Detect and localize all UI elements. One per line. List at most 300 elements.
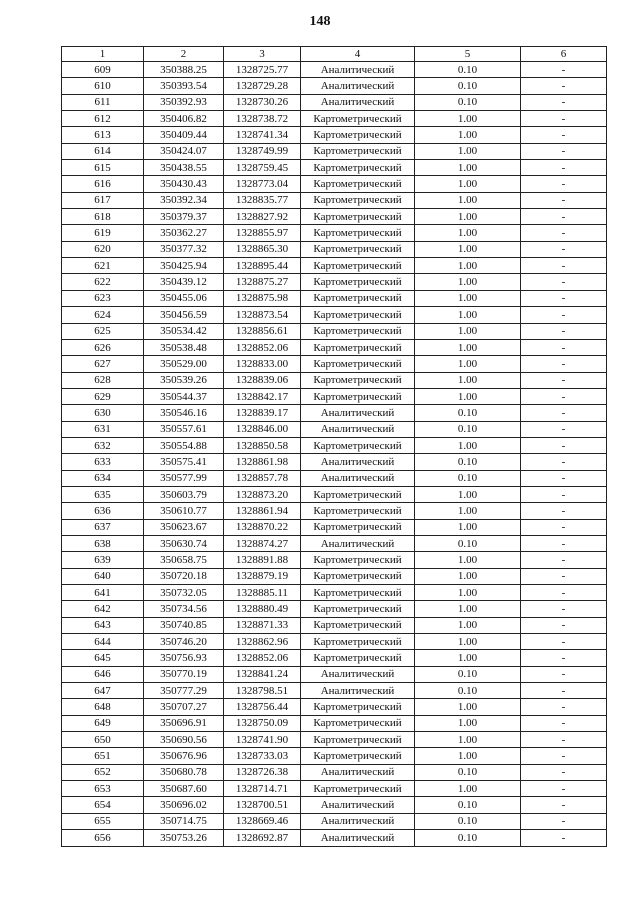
accuracy-cell: 0.10 xyxy=(415,94,521,110)
x-coordinate-cell: 350554.88 xyxy=(144,437,224,453)
method-cell: Аналитический xyxy=(301,470,415,486)
method-cell: Картометрический xyxy=(301,715,415,731)
table-row xyxy=(62,454,607,470)
method-cell: Картометрический xyxy=(301,176,415,192)
x-coordinate-cell: 350676.96 xyxy=(144,748,224,764)
note-cell: - xyxy=(521,192,607,208)
note-cell: - xyxy=(521,715,607,731)
x-coordinate-cell: 350630.74 xyxy=(144,535,224,551)
table-row xyxy=(62,290,607,306)
point-number-cell: 618 xyxy=(62,209,144,225)
note-cell: - xyxy=(521,781,607,797)
y-coordinate-cell: 1328874.27 xyxy=(224,535,301,551)
note-cell: - xyxy=(521,421,607,437)
table-row xyxy=(62,356,607,372)
accuracy-cell: 0.10 xyxy=(415,78,521,94)
x-coordinate-cell: 350610.77 xyxy=(144,503,224,519)
x-coordinate-cell: 350720.18 xyxy=(144,568,224,584)
x-coordinate-cell: 350439.12 xyxy=(144,274,224,290)
method-cell: Картометрический xyxy=(301,519,415,535)
method-cell: Картометрический xyxy=(301,258,415,274)
method-cell: Картометрический xyxy=(301,225,415,241)
method-cell: Аналитический xyxy=(301,94,415,110)
method-cell: Аналитический xyxy=(301,78,415,94)
x-coordinate-cell: 350544.37 xyxy=(144,388,224,404)
y-coordinate-cell: 1328891.88 xyxy=(224,552,301,568)
table-row xyxy=(62,797,607,813)
note-cell: - xyxy=(521,307,607,323)
x-coordinate-cell: 350392.34 xyxy=(144,192,224,208)
table-row xyxy=(62,192,607,208)
x-coordinate-cell: 350687.60 xyxy=(144,781,224,797)
method-cell: Картометрический xyxy=(301,356,415,372)
accuracy-cell: 1.00 xyxy=(415,307,521,323)
accuracy-cell: 1.00 xyxy=(415,634,521,650)
x-coordinate-cell: 350546.16 xyxy=(144,405,224,421)
y-coordinate-cell: 1328885.11 xyxy=(224,585,301,601)
y-coordinate-cell: 1328798.51 xyxy=(224,683,301,699)
x-coordinate-cell: 350538.48 xyxy=(144,339,224,355)
accuracy-cell: 0.10 xyxy=(415,454,521,470)
x-coordinate-cell: 350696.91 xyxy=(144,715,224,731)
accuracy-cell: 1.00 xyxy=(415,503,521,519)
accuracy-cell: 0.10 xyxy=(415,470,521,486)
x-coordinate-cell: 350377.32 xyxy=(144,241,224,257)
y-coordinate-cell: 1328749.99 xyxy=(224,143,301,159)
point-number-cell: 609 xyxy=(62,62,144,78)
method-cell: Картометрический xyxy=(301,503,415,519)
accuracy-cell: 1.00 xyxy=(415,290,521,306)
point-number-cell: 628 xyxy=(62,372,144,388)
table-row xyxy=(62,535,607,551)
accuracy-cell: 1.00 xyxy=(415,372,521,388)
accuracy-cell: 0.10 xyxy=(415,797,521,813)
point-number-cell: 610 xyxy=(62,78,144,94)
y-coordinate-cell: 1328773.04 xyxy=(224,176,301,192)
point-number-cell: 645 xyxy=(62,650,144,666)
y-coordinate-cell: 1328852.06 xyxy=(224,650,301,666)
accuracy-cell: 0.10 xyxy=(415,764,521,780)
accuracy-cell: 0.10 xyxy=(415,405,521,421)
note-cell: - xyxy=(521,470,607,486)
x-coordinate-cell: 350456.59 xyxy=(144,307,224,323)
column-header: 6 xyxy=(521,47,607,62)
note-cell: - xyxy=(521,437,607,453)
point-number-cell: 623 xyxy=(62,290,144,306)
x-coordinate-cell: 350529.00 xyxy=(144,356,224,372)
accuracy-cell: 1.00 xyxy=(415,781,521,797)
table-row xyxy=(62,552,607,568)
table-row xyxy=(62,274,607,290)
note-cell: - xyxy=(521,94,607,110)
note-cell: - xyxy=(521,486,607,502)
y-coordinate-cell: 1328873.54 xyxy=(224,307,301,323)
accuracy-cell: 0.10 xyxy=(415,683,521,699)
method-cell: Картометрический xyxy=(301,209,415,225)
y-coordinate-cell: 1328725.77 xyxy=(224,62,301,78)
table-row xyxy=(62,225,607,241)
point-number-cell: 649 xyxy=(62,715,144,731)
table-row xyxy=(62,258,607,274)
point-number-cell: 652 xyxy=(62,764,144,780)
accuracy-cell: 1.00 xyxy=(415,732,521,748)
point-number-cell: 644 xyxy=(62,634,144,650)
note-cell: - xyxy=(521,323,607,339)
y-coordinate-cell: 1328850.58 xyxy=(224,437,301,453)
note-cell: - xyxy=(521,732,607,748)
point-number-cell: 651 xyxy=(62,748,144,764)
note-cell: - xyxy=(521,764,607,780)
note-cell: - xyxy=(521,535,607,551)
point-number-cell: 639 xyxy=(62,552,144,568)
table-row xyxy=(62,699,607,715)
y-coordinate-cell: 1328875.27 xyxy=(224,274,301,290)
y-coordinate-cell: 1328861.98 xyxy=(224,454,301,470)
y-coordinate-cell: 1328842.17 xyxy=(224,388,301,404)
table-row xyxy=(62,683,607,699)
table-row xyxy=(62,437,607,453)
y-coordinate-cell: 1328839.06 xyxy=(224,372,301,388)
x-coordinate-cell: 350388.25 xyxy=(144,62,224,78)
y-coordinate-cell: 1328835.77 xyxy=(224,192,301,208)
x-coordinate-cell: 350740.85 xyxy=(144,617,224,633)
accuracy-cell: 0.10 xyxy=(415,666,521,682)
point-number-cell: 641 xyxy=(62,585,144,601)
note-cell: - xyxy=(521,176,607,192)
y-coordinate-cell: 1328862.96 xyxy=(224,634,301,650)
accuracy-cell: 1.00 xyxy=(415,274,521,290)
table-row xyxy=(62,111,607,127)
note-cell: - xyxy=(521,274,607,290)
point-number-cell: 613 xyxy=(62,127,144,143)
x-coordinate-cell: 350575.41 xyxy=(144,454,224,470)
point-number-cell: 624 xyxy=(62,307,144,323)
table-row xyxy=(62,601,607,617)
y-coordinate-cell: 1328846.00 xyxy=(224,421,301,437)
point-number-cell: 617 xyxy=(62,192,144,208)
y-coordinate-cell: 1328692.87 xyxy=(224,830,301,846)
accuracy-cell: 1.00 xyxy=(415,356,521,372)
accuracy-cell: 1.00 xyxy=(415,388,521,404)
method-cell: Картометрический xyxy=(301,143,415,159)
method-cell: Картометрический xyxy=(301,372,415,388)
y-coordinate-cell: 1328726.38 xyxy=(224,764,301,780)
point-number-cell: 614 xyxy=(62,143,144,159)
y-coordinate-cell: 1328833.00 xyxy=(224,356,301,372)
accuracy-cell: 1.00 xyxy=(415,699,521,715)
accuracy-cell: 1.00 xyxy=(415,617,521,633)
table-row xyxy=(62,617,607,633)
x-coordinate-cell: 350425.94 xyxy=(144,258,224,274)
x-coordinate-cell: 350393.54 xyxy=(144,78,224,94)
point-number-cell: 633 xyxy=(62,454,144,470)
method-cell: Картометрический xyxy=(301,290,415,306)
table-row xyxy=(62,748,607,764)
y-coordinate-cell: 1328700.51 xyxy=(224,797,301,813)
note-cell: - xyxy=(521,830,607,846)
table-row xyxy=(62,209,607,225)
x-coordinate-cell: 350746.20 xyxy=(144,634,224,650)
accuracy-cell: 0.10 xyxy=(415,813,521,829)
point-number-cell: 621 xyxy=(62,258,144,274)
note-cell: - xyxy=(521,666,607,682)
y-coordinate-cell: 1328879.19 xyxy=(224,568,301,584)
y-coordinate-cell: 1328870.22 xyxy=(224,519,301,535)
note-cell: - xyxy=(521,209,607,225)
y-coordinate-cell: 1328738.72 xyxy=(224,111,301,127)
method-cell: Картометрический xyxy=(301,388,415,404)
note-cell: - xyxy=(521,388,607,404)
note-cell: - xyxy=(521,683,607,699)
table-header-row xyxy=(62,47,607,62)
point-number-cell: 622 xyxy=(62,274,144,290)
x-coordinate-cell: 350658.75 xyxy=(144,552,224,568)
y-coordinate-cell: 1328827.92 xyxy=(224,209,301,225)
table-row xyxy=(62,470,607,486)
table-row xyxy=(62,421,607,437)
method-cell: Картометрический xyxy=(301,634,415,650)
x-coordinate-cell: 350623.67 xyxy=(144,519,224,535)
table-row xyxy=(62,519,607,535)
y-coordinate-cell: 1328733.03 xyxy=(224,748,301,764)
method-cell: Аналитический xyxy=(301,405,415,421)
accuracy-cell: 1.00 xyxy=(415,241,521,257)
x-coordinate-cell: 350577.99 xyxy=(144,470,224,486)
method-cell: Картометрический xyxy=(301,781,415,797)
accuracy-cell: 1.00 xyxy=(415,748,521,764)
point-number-cell: 619 xyxy=(62,225,144,241)
accuracy-cell: 1.00 xyxy=(415,585,521,601)
note-cell: - xyxy=(521,813,607,829)
accuracy-cell: 1.00 xyxy=(415,601,521,617)
accuracy-cell: 0.10 xyxy=(415,830,521,846)
method-cell: Картометрический xyxy=(301,552,415,568)
method-cell: Картометрический xyxy=(301,650,415,666)
note-cell: - xyxy=(521,78,607,94)
accuracy-cell: 1.00 xyxy=(415,176,521,192)
table-row xyxy=(62,241,607,257)
table-row xyxy=(62,307,607,323)
point-number-cell: 635 xyxy=(62,486,144,502)
x-coordinate-cell: 350379.37 xyxy=(144,209,224,225)
method-cell: Картометрический xyxy=(301,732,415,748)
column-header: 3 xyxy=(224,47,301,62)
note-cell: - xyxy=(521,634,607,650)
accuracy-cell: 1.00 xyxy=(415,519,521,535)
method-cell: Аналитический xyxy=(301,764,415,780)
method-cell: Картометрический xyxy=(301,160,415,176)
x-coordinate-cell: 350409.44 xyxy=(144,127,224,143)
note-cell: - xyxy=(521,356,607,372)
point-number-cell: 625 xyxy=(62,323,144,339)
note-cell: - xyxy=(521,650,607,666)
point-number-cell: 647 xyxy=(62,683,144,699)
point-number-cell: 646 xyxy=(62,666,144,682)
method-cell: Аналитический xyxy=(301,535,415,551)
table-row xyxy=(62,143,607,159)
point-number-cell: 620 xyxy=(62,241,144,257)
method-cell: Аналитический xyxy=(301,830,415,846)
point-number-cell: 655 xyxy=(62,813,144,829)
note-cell: - xyxy=(521,601,607,617)
x-coordinate-cell: 350734.56 xyxy=(144,601,224,617)
accuracy-cell: 1.00 xyxy=(415,127,521,143)
accuracy-cell: 1.00 xyxy=(415,650,521,666)
accuracy-cell: 1.00 xyxy=(415,568,521,584)
y-coordinate-cell: 1328741.90 xyxy=(224,732,301,748)
accuracy-cell: 1.00 xyxy=(415,209,521,225)
point-number-cell: 637 xyxy=(62,519,144,535)
method-cell: Аналитический xyxy=(301,454,415,470)
method-cell: Картометрический xyxy=(301,323,415,339)
note-cell: - xyxy=(521,225,607,241)
method-cell: Картометрический xyxy=(301,748,415,764)
note-cell: - xyxy=(521,290,607,306)
accuracy-cell: 1.00 xyxy=(415,160,521,176)
point-number-cell: 640 xyxy=(62,568,144,584)
y-coordinate-cell: 1328875.98 xyxy=(224,290,301,306)
x-coordinate-cell: 350714.75 xyxy=(144,813,224,829)
note-cell: - xyxy=(521,699,607,715)
table-row xyxy=(62,781,607,797)
method-cell: Аналитический xyxy=(301,666,415,682)
table-row xyxy=(62,405,607,421)
table-row xyxy=(62,715,607,731)
method-cell: Картометрический xyxy=(301,585,415,601)
point-number-cell: 654 xyxy=(62,797,144,813)
point-number-cell: 611 xyxy=(62,94,144,110)
note-cell: - xyxy=(521,503,607,519)
table-row xyxy=(62,503,607,519)
table-row xyxy=(62,486,607,502)
accuracy-cell: 1.00 xyxy=(415,323,521,339)
column-header: 4 xyxy=(301,47,415,62)
accuracy-cell: 1.00 xyxy=(415,258,521,274)
point-number-cell: 643 xyxy=(62,617,144,633)
x-coordinate-cell: 350770.19 xyxy=(144,666,224,682)
y-coordinate-cell: 1328871.33 xyxy=(224,617,301,633)
x-coordinate-cell: 350406.82 xyxy=(144,111,224,127)
note-cell: - xyxy=(521,617,607,633)
method-cell: Картометрический xyxy=(301,699,415,715)
note-cell: - xyxy=(521,339,607,355)
table-row xyxy=(62,78,607,94)
note-cell: - xyxy=(521,405,607,421)
point-number-cell: 656 xyxy=(62,830,144,846)
y-coordinate-cell: 1328730.26 xyxy=(224,94,301,110)
note-cell: - xyxy=(521,258,607,274)
note-cell: - xyxy=(521,568,607,584)
coordinates-table xyxy=(61,46,607,847)
x-coordinate-cell: 350424.07 xyxy=(144,143,224,159)
x-coordinate-cell: 350455.06 xyxy=(144,290,224,306)
point-number-cell: 615 xyxy=(62,160,144,176)
method-cell: Аналитический xyxy=(301,62,415,78)
y-coordinate-cell: 1328714.71 xyxy=(224,781,301,797)
table-row xyxy=(62,650,607,666)
x-coordinate-cell: 350753.26 xyxy=(144,830,224,846)
accuracy-cell: 1.00 xyxy=(415,437,521,453)
point-number-cell: 634 xyxy=(62,470,144,486)
method-cell: Картометрический xyxy=(301,307,415,323)
y-coordinate-cell: 1328750.09 xyxy=(224,715,301,731)
page-number: 148 xyxy=(309,14,331,29)
table-row xyxy=(62,568,607,584)
y-coordinate-cell: 1328855.97 xyxy=(224,225,301,241)
y-coordinate-cell: 1328880.49 xyxy=(224,601,301,617)
point-number-cell: 612 xyxy=(62,111,144,127)
y-coordinate-cell: 1328895.44 xyxy=(224,258,301,274)
note-cell: - xyxy=(521,62,607,78)
table-row xyxy=(62,830,607,846)
note-cell: - xyxy=(521,111,607,127)
method-cell: Картометрический xyxy=(301,486,415,502)
note-cell: - xyxy=(521,748,607,764)
table-row xyxy=(62,732,607,748)
accuracy-cell: 1.00 xyxy=(415,715,521,731)
x-coordinate-cell: 350534.42 xyxy=(144,323,224,339)
point-number-cell: 616 xyxy=(62,176,144,192)
point-number-cell: 626 xyxy=(62,339,144,355)
x-coordinate-cell: 350438.55 xyxy=(144,160,224,176)
note-cell: - xyxy=(521,143,607,159)
y-coordinate-cell: 1328756.44 xyxy=(224,699,301,715)
accuracy-cell: 0.10 xyxy=(415,62,521,78)
note-cell: - xyxy=(521,585,607,601)
method-cell: Картометрический xyxy=(301,192,415,208)
accuracy-cell: 0.10 xyxy=(415,535,521,551)
accuracy-cell: 1.00 xyxy=(415,339,521,355)
point-number-cell: 632 xyxy=(62,437,144,453)
y-coordinate-cell: 1328861.94 xyxy=(224,503,301,519)
point-number-cell: 642 xyxy=(62,601,144,617)
accuracy-cell: 1.00 xyxy=(415,111,521,127)
method-cell: Аналитический xyxy=(301,813,415,829)
table-row xyxy=(62,764,607,780)
x-coordinate-cell: 350392.93 xyxy=(144,94,224,110)
method-cell: Аналитический xyxy=(301,797,415,813)
x-coordinate-cell: 350696.02 xyxy=(144,797,224,813)
y-coordinate-cell: 1328759.45 xyxy=(224,160,301,176)
note-cell: - xyxy=(521,160,607,176)
accuracy-cell: 1.00 xyxy=(415,486,521,502)
method-cell: Аналитический xyxy=(301,421,415,437)
point-number-cell: 648 xyxy=(62,699,144,715)
accuracy-cell: 1.00 xyxy=(415,192,521,208)
note-cell: - xyxy=(521,797,607,813)
note-cell: - xyxy=(521,454,607,470)
y-coordinate-cell: 1328729.28 xyxy=(224,78,301,94)
method-cell: Картометрический xyxy=(301,111,415,127)
method-cell: Картометрический xyxy=(301,339,415,355)
point-number-cell: 650 xyxy=(62,732,144,748)
y-coordinate-cell: 1328839.17 xyxy=(224,405,301,421)
note-cell: - xyxy=(521,372,607,388)
point-number-cell: 638 xyxy=(62,535,144,551)
table-row xyxy=(62,634,607,650)
x-coordinate-cell: 350680.78 xyxy=(144,764,224,780)
x-coordinate-cell: 350707.27 xyxy=(144,699,224,715)
y-coordinate-cell: 1328856.61 xyxy=(224,323,301,339)
method-cell: Картометрический xyxy=(301,274,415,290)
x-coordinate-cell: 350732.05 xyxy=(144,585,224,601)
note-cell: - xyxy=(521,519,607,535)
method-cell: Картометрический xyxy=(301,127,415,143)
y-coordinate-cell: 1328669.46 xyxy=(224,813,301,829)
method-cell: Картометрический xyxy=(301,617,415,633)
column-header: 5 xyxy=(415,47,521,62)
table-row xyxy=(62,323,607,339)
